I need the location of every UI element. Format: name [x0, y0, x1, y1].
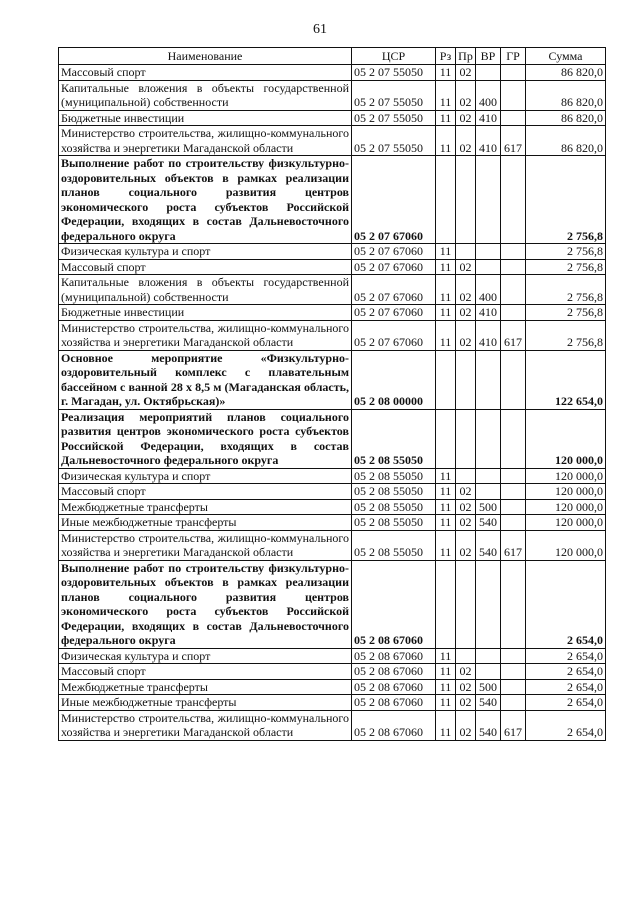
cell-sum: 2 654,0	[526, 695, 606, 711]
column-header-rz: Рз	[436, 48, 456, 65]
cell-gr	[501, 679, 526, 695]
cell-csr: 05 2 07 55050	[352, 65, 436, 81]
cell-sum: 86 820,0	[526, 126, 606, 156]
cell-name: Министерство строительства, жилищно-коммунального хозяйства и энергетики Магаданской области	[59, 320, 352, 350]
cell-name: Бюджетные инвестиции	[59, 305, 352, 321]
cell-rz: 11	[436, 305, 456, 321]
cell-rz: 11	[436, 648, 456, 664]
cell-pr: 02	[456, 530, 476, 560]
cell-rz: 11	[436, 65, 456, 81]
cell-csr: 05 2 07 67060	[352, 244, 436, 260]
cell-name: Основное мероприятие «Физкультурно-оздоровительный комплекс с плавательным бассейном с ванной 28 х 8,5 м (Магаданская область, г. Магадан, ул. Октябрьская)»	[59, 350, 352, 409]
cell-vr	[476, 259, 501, 275]
cell-sum: 2 756,8	[526, 320, 606, 350]
cell-name: Физическая культура и спорт	[59, 244, 352, 260]
cell-csr: 05 2 08 55050	[352, 530, 436, 560]
cell-rz: 11	[436, 80, 456, 110]
cell-sum: 2 654,0	[526, 710, 606, 740]
column-header-pr: Пр	[456, 48, 476, 65]
cell-gr: 617	[501, 710, 526, 740]
cell-vr: 540	[476, 530, 501, 560]
cell-vr	[476, 350, 501, 409]
cell-gr: 617	[501, 126, 526, 156]
cell-rz	[436, 409, 456, 468]
cell-name: Физическая культура и спорт	[59, 468, 352, 484]
cell-name: Министерство строительства, жилищно-коммунального хозяйства и энергетики Магаданской области	[59, 126, 352, 156]
cell-gr	[501, 648, 526, 664]
cell-gr	[501, 305, 526, 321]
cell-csr: 05 2 07 67060	[352, 305, 436, 321]
table-row	[59, 65, 606, 81]
cell-pr: 02	[456, 484, 476, 500]
cell-pr	[456, 244, 476, 260]
cell-name: Физическая культура и спорт	[59, 648, 352, 664]
cell-rz: 11	[436, 710, 456, 740]
page-number: 61	[313, 22, 327, 37]
cell-csr: 05 2 08 55050	[352, 468, 436, 484]
cell-pr: 02	[456, 710, 476, 740]
cell-gr	[501, 664, 526, 680]
cell-vr	[476, 468, 501, 484]
cell-vr	[476, 648, 501, 664]
cell-rz: 11	[436, 468, 456, 484]
table-row	[59, 156, 606, 244]
cell-sum: 2 756,8	[526, 259, 606, 275]
cell-pr	[456, 648, 476, 664]
cell-rz: 11	[436, 664, 456, 680]
cell-vr	[476, 560, 501, 648]
cell-pr: 02	[456, 275, 476, 305]
budget-table	[58, 47, 606, 741]
column-header-gr: ГР	[501, 48, 526, 65]
cell-name: Выполнение работ по строительству физкультурно-оздоровительных объектов в рамках реализации планов социального развития центров экономического роста субъектов Российской Федерации, входящих в состав Дальневосточного федерального округа	[59, 560, 352, 648]
cell-gr: 617	[501, 530, 526, 560]
table-row	[59, 244, 606, 260]
cell-vr	[476, 156, 501, 244]
table-body	[59, 65, 606, 741]
cell-rz	[436, 350, 456, 409]
cell-vr: 400	[476, 80, 501, 110]
column-header-name: Наименование	[59, 48, 352, 65]
cell-gr	[501, 484, 526, 500]
cell-gr	[501, 259, 526, 275]
cell-rz	[436, 156, 456, 244]
cell-gr	[501, 350, 526, 409]
cell-csr: 05 2 07 67060	[352, 259, 436, 275]
table-row	[59, 695, 606, 711]
cell-vr: 540	[476, 515, 501, 531]
cell-csr: 05 2 07 67060	[352, 156, 436, 244]
cell-csr: 05 2 08 55050	[352, 499, 436, 515]
cell-rz: 11	[436, 695, 456, 711]
table-row	[59, 275, 606, 305]
cell-sum: 2 654,0	[526, 664, 606, 680]
table-row	[59, 126, 606, 156]
cell-sum: 86 820,0	[526, 65, 606, 81]
cell-csr: 05 2 07 55050	[352, 126, 436, 156]
cell-gr	[501, 409, 526, 468]
cell-name: Массовый спорт	[59, 259, 352, 275]
cell-name: Массовый спорт	[59, 664, 352, 680]
cell-pr: 02	[456, 515, 476, 531]
cell-rz	[436, 560, 456, 648]
cell-gr	[501, 244, 526, 260]
table-row	[59, 110, 606, 126]
table-row	[59, 468, 606, 484]
cell-sum: 122 654,0	[526, 350, 606, 409]
cell-csr: 05 2 08 67060	[352, 695, 436, 711]
cell-name: Капитальные вложения в объекты государственной (муниципальной) собственности	[59, 80, 352, 110]
cell-csr: 05 2 08 67060	[352, 664, 436, 680]
table-row	[59, 560, 606, 648]
cell-gr	[501, 80, 526, 110]
cell-name: Капитальные вложения в объекты государственной (муниципальной) собственности	[59, 275, 352, 305]
cell-csr: 05 2 08 67060	[352, 710, 436, 740]
cell-rz: 11	[436, 320, 456, 350]
cell-sum: 86 820,0	[526, 110, 606, 126]
cell-sum: 120 000,0	[526, 468, 606, 484]
cell-rz: 11	[436, 530, 456, 560]
cell-name: Иные межбюджетные трансферты	[59, 695, 352, 711]
cell-rz: 11	[436, 275, 456, 305]
cell-sum: 86 820,0	[526, 80, 606, 110]
cell-pr: 02	[456, 65, 476, 81]
table-row	[59, 350, 606, 409]
cell-gr	[501, 695, 526, 711]
cell-gr	[501, 65, 526, 81]
cell-pr	[456, 560, 476, 648]
table-header-row	[59, 48, 606, 65]
cell-vr	[476, 409, 501, 468]
table-row	[59, 305, 606, 321]
cell-csr: 05 2 08 55050	[352, 484, 436, 500]
cell-pr	[456, 156, 476, 244]
cell-pr: 02	[456, 679, 476, 695]
cell-vr	[476, 65, 501, 81]
cell-sum: 2 654,0	[526, 648, 606, 664]
cell-gr	[501, 110, 526, 126]
cell-rz: 11	[436, 679, 456, 695]
cell-pr: 02	[456, 110, 476, 126]
table-row	[59, 80, 606, 110]
cell-sum: 120 000,0	[526, 409, 606, 468]
cell-sum: 2 756,8	[526, 156, 606, 244]
cell-vr: 400	[476, 275, 501, 305]
cell-sum: 2 756,8	[526, 244, 606, 260]
cell-vr	[476, 484, 501, 500]
cell-vr	[476, 244, 501, 260]
cell-pr: 02	[456, 305, 476, 321]
cell-pr	[456, 468, 476, 484]
cell-pr: 02	[456, 259, 476, 275]
cell-vr: 500	[476, 499, 501, 515]
cell-sum: 2 654,0	[526, 560, 606, 648]
cell-pr: 02	[456, 664, 476, 680]
cell-csr: 05 2 08 67060	[352, 679, 436, 695]
cell-pr: 02	[456, 126, 476, 156]
cell-rz: 11	[436, 499, 456, 515]
cell-name: Межбюджетные трансферты	[59, 499, 352, 515]
cell-rz: 11	[436, 244, 456, 260]
cell-gr	[501, 156, 526, 244]
cell-name: Бюджетные инвестиции	[59, 110, 352, 126]
column-header-vr: ВР	[476, 48, 501, 65]
cell-vr: 500	[476, 679, 501, 695]
cell-rz: 11	[436, 515, 456, 531]
cell-sum: 2 756,8	[526, 305, 606, 321]
table-row	[59, 484, 606, 500]
cell-name: Иные межбюджетные трансферты	[59, 515, 352, 531]
cell-sum: 120 000,0	[526, 499, 606, 515]
table-row	[59, 320, 606, 350]
cell-name: Министерство строительства, жилищно-коммунального хозяйства и энергетики Магаданской области	[59, 530, 352, 560]
cell-vr: 540	[476, 695, 501, 711]
cell-csr: 05 2 07 67060	[352, 275, 436, 305]
cell-vr: 540	[476, 710, 501, 740]
cell-pr: 02	[456, 320, 476, 350]
table-row	[59, 409, 606, 468]
cell-pr	[456, 350, 476, 409]
cell-csr: 05 2 08 55050	[352, 515, 436, 531]
cell-sum: 120 000,0	[526, 530, 606, 560]
cell-rz: 11	[436, 126, 456, 156]
table-row	[59, 530, 606, 560]
cell-pr	[456, 409, 476, 468]
cell-gr	[501, 560, 526, 648]
cell-gr	[501, 468, 526, 484]
cell-name: Выполнение работ по строительству физкультурно-оздоровительных объектов в рамках реализации планов социального развития центров экономического роста субъектов Российской Федерации, входящих в состав Дальневосточного федерального округа	[59, 156, 352, 244]
cell-pr: 02	[456, 499, 476, 515]
cell-name: Межбюджетные трансферты	[59, 679, 352, 695]
cell-gr	[501, 275, 526, 305]
cell-vr: 410	[476, 110, 501, 126]
table-row	[59, 499, 606, 515]
table-row	[59, 648, 606, 664]
cell-sum: 120 000,0	[526, 515, 606, 531]
table-row	[59, 259, 606, 275]
cell-rz: 11	[436, 259, 456, 275]
cell-csr: 05 2 08 55050	[352, 409, 436, 468]
cell-sum: 120 000,0	[526, 484, 606, 500]
cell-gr	[501, 515, 526, 531]
cell-vr: 410	[476, 320, 501, 350]
cell-csr: 05 2 07 55050	[352, 110, 436, 126]
cell-vr: 410	[476, 305, 501, 321]
table-row	[59, 710, 606, 740]
cell-name: Массовый спорт	[59, 484, 352, 500]
cell-rz: 11	[436, 110, 456, 126]
cell-name: Массовый спорт	[59, 65, 352, 81]
column-header-csr: ЦСР	[352, 48, 436, 65]
cell-vr: 410	[476, 126, 501, 156]
cell-csr: 05 2 08 00000	[352, 350, 436, 409]
cell-name: Реализация мероприятий планов социального развития центров экономического роста субъектов Российской Федерации, входящих в состав Дальневосточного федерального округа	[59, 409, 352, 468]
table-row	[59, 515, 606, 531]
column-header-sum: Сумма	[526, 48, 606, 65]
cell-sum: 2 654,0	[526, 679, 606, 695]
cell-gr: 617	[501, 320, 526, 350]
cell-pr: 02	[456, 80, 476, 110]
table-row	[59, 679, 606, 695]
cell-rz: 11	[436, 484, 456, 500]
table-row	[59, 664, 606, 680]
cell-sum: 2 756,8	[526, 275, 606, 305]
cell-vr	[476, 664, 501, 680]
cell-name: Министерство строительства, жилищно-коммунального хозяйства и энергетики Магаданской области	[59, 710, 352, 740]
cell-csr: 05 2 08 67060	[352, 560, 436, 648]
cell-pr: 02	[456, 695, 476, 711]
cell-csr: 05 2 07 67060	[352, 320, 436, 350]
cell-csr: 05 2 08 67060	[352, 648, 436, 664]
cell-gr	[501, 499, 526, 515]
cell-csr: 05 2 07 55050	[352, 80, 436, 110]
